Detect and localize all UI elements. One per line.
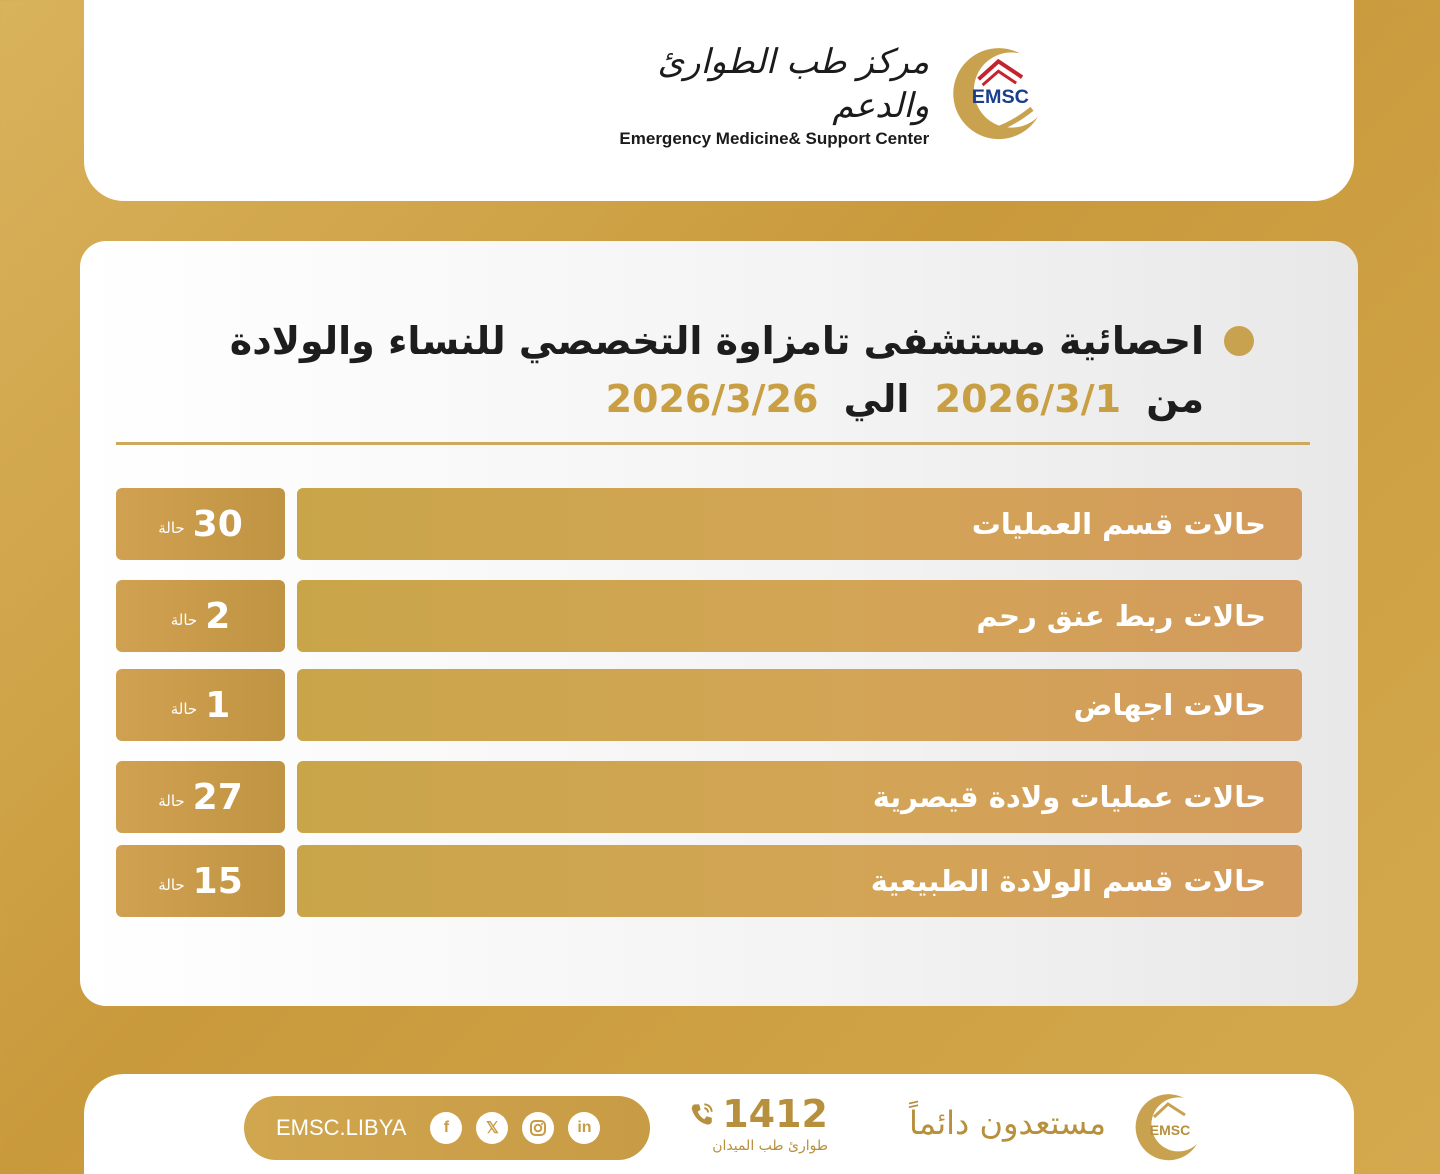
emblem-text: EMSC [1149, 1122, 1191, 1138]
count-value: 1 [205, 684, 231, 726]
logo-english: Emergency Medicine& Support Center [619, 129, 930, 148]
count-value: 2 [205, 595, 231, 637]
label-box [297, 488, 1302, 560]
footer-card [84, 1074, 1354, 1174]
count-box [116, 669, 285, 741]
label-box [297, 845, 1302, 917]
count-value: 30 [192, 503, 243, 545]
bullet-icon [1224, 326, 1254, 356]
page-title: احصائية مستشفى تامزاوة التخصصي للنساء والولادة [229, 319, 1204, 363]
logo [554, 40, 1054, 150]
facebook-icon[interactable]: f [430, 1112, 462, 1144]
stat-label: حالات ربط عنق رحم [976, 599, 1266, 633]
stat-row [116, 488, 1302, 560]
stat-label: حالات قسم الولادة الطبيعية [870, 864, 1266, 898]
date-to: 2026/3/26 [605, 377, 819, 421]
stat-row [116, 669, 1302, 741]
emblem-text: EMSC [972, 85, 1030, 108]
count-unit: حالة [158, 519, 185, 537]
linkedin-icon[interactable]: in [568, 1112, 600, 1144]
count-unit: حالة [158, 792, 185, 810]
social-bar [244, 1096, 650, 1160]
stat-row [116, 580, 1302, 652]
label-box [297, 761, 1302, 833]
date-connector: الي [843, 377, 910, 421]
hotline-number: 1412 [722, 1092, 828, 1136]
count-box [116, 761, 285, 833]
logo-arabic: مركز طب الطوارئ والدعم [657, 42, 930, 126]
count-box [116, 488, 285, 560]
date-from: 2026/3/1 [934, 377, 1122, 421]
divider [116, 442, 1310, 445]
stat-label: حالات قسم العمليات [971, 507, 1266, 541]
count-unit: حالة [170, 700, 198, 718]
emsc-emblem-icon [1128, 1088, 1208, 1168]
x-icon[interactable]: 𝕏 [476, 1112, 508, 1144]
count-box [116, 845, 285, 917]
instagram-icon[interactable] [522, 1112, 554, 1144]
emsc-emblem-icon [943, 39, 1054, 151]
slogan: مستعدون دائماً [909, 1104, 1106, 1142]
count-unit: حالة [158, 876, 185, 894]
date-range [230, 369, 1204, 429]
logo-text [554, 40, 929, 150]
count-value: 27 [192, 776, 243, 818]
label-box [297, 669, 1302, 741]
title-block [230, 313, 1254, 429]
stats-card [80, 241, 1358, 1006]
date-prefix: من [1146, 377, 1204, 421]
label-box [297, 580, 1302, 652]
header-card [84, 0, 1354, 201]
social-handle[interactable]: EMSC.LIBYA [276, 1115, 407, 1140]
hotline-row [688, 1092, 828, 1136]
hotline-label: طوارئ طب الميدان [712, 1138, 828, 1154]
stat-row [116, 845, 1302, 917]
title-line [230, 313, 1254, 369]
hotline [688, 1092, 828, 1172]
count-box [116, 580, 285, 652]
count-unit: حالة [170, 611, 198, 629]
stat-row [116, 761, 1302, 833]
stat-label: حالات عمليات ولادة قيصرية [872, 780, 1266, 814]
count-value: 15 [192, 860, 243, 902]
stat-label: حالات اجهاض [1073, 688, 1266, 722]
phone-icon [688, 1095, 716, 1133]
